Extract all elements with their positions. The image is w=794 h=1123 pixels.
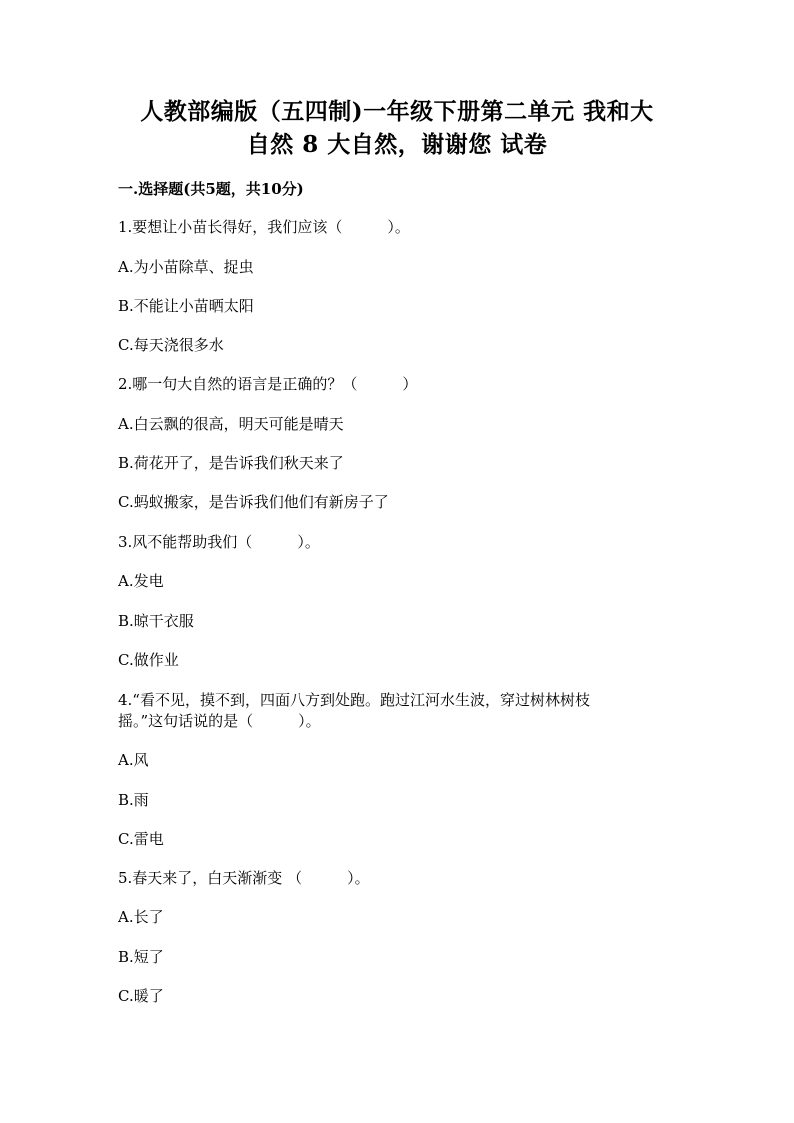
question-1-option-c[interactable]: C.每天浇很多水 — [118, 336, 224, 354]
question-2-option-a[interactable]: A.白云飘的很高，明天可能是晴天 — [118, 415, 344, 433]
question-2-option-c[interactable]: C.蚂蚁搬家，是告诉我们他们有新房子了 — [118, 493, 389, 511]
question-3-option-b[interactable]: B.晾干衣服 — [118, 612, 194, 630]
question-3-option-c[interactable]: C.做作业 — [118, 651, 179, 669]
question-5-stem: 5.春天来了，白天渐渐变 （ ）。 — [118, 869, 370, 887]
question-2-stem: 2.哪一句大自然的语言是正确的？（ ） — [118, 375, 418, 393]
question-5-option-c[interactable]: C.暖了 — [118, 987, 164, 1005]
question-4-option-c[interactable]: C.雷电 — [118, 830, 164, 848]
section-heading: 一.选择题(共5题，共10分) — [118, 180, 304, 198]
question-3-option-a[interactable]: A.发电 — [118, 572, 164, 590]
question-2-option-b[interactable]: B.荷花开了，是告诉我们秋天来了 — [118, 454, 344, 472]
question-4-option-b[interactable]: B.雨 — [118, 791, 149, 809]
question-4-stem-line-2: 摇。”这句话说的是（ ）。 — [118, 712, 321, 730]
question-4-option-a[interactable]: A.风 — [118, 751, 149, 769]
question-1-stem: 1.要想让小苗长得好，我们应该（ ）。 — [118, 218, 410, 236]
question-3-stem: 3.风不能帮助我们（ ）。 — [118, 533, 320, 551]
question-1-option-b[interactable]: B.不能让小苗晒太阳 — [118, 297, 254, 315]
question-5-option-a[interactable]: A.长了 — [118, 908, 164, 926]
question-4-stem-line-1: 4.“看不见，摸不到，四面八方到处跑。跑过江河水生波，穿过树林树枝 — [118, 691, 590, 709]
question-1-option-a[interactable]: A.为小苗除草、捉虫 — [118, 258, 254, 276]
question-5-option-b[interactable]: B.短了 — [118, 948, 164, 966]
page-title-line-1: 人教部编版（五四制)一年级下册第二单元 我和大 — [140, 98, 654, 125]
page-title-line-2: 自然 8 大自然，谢谢您 试卷 — [246, 131, 548, 158]
